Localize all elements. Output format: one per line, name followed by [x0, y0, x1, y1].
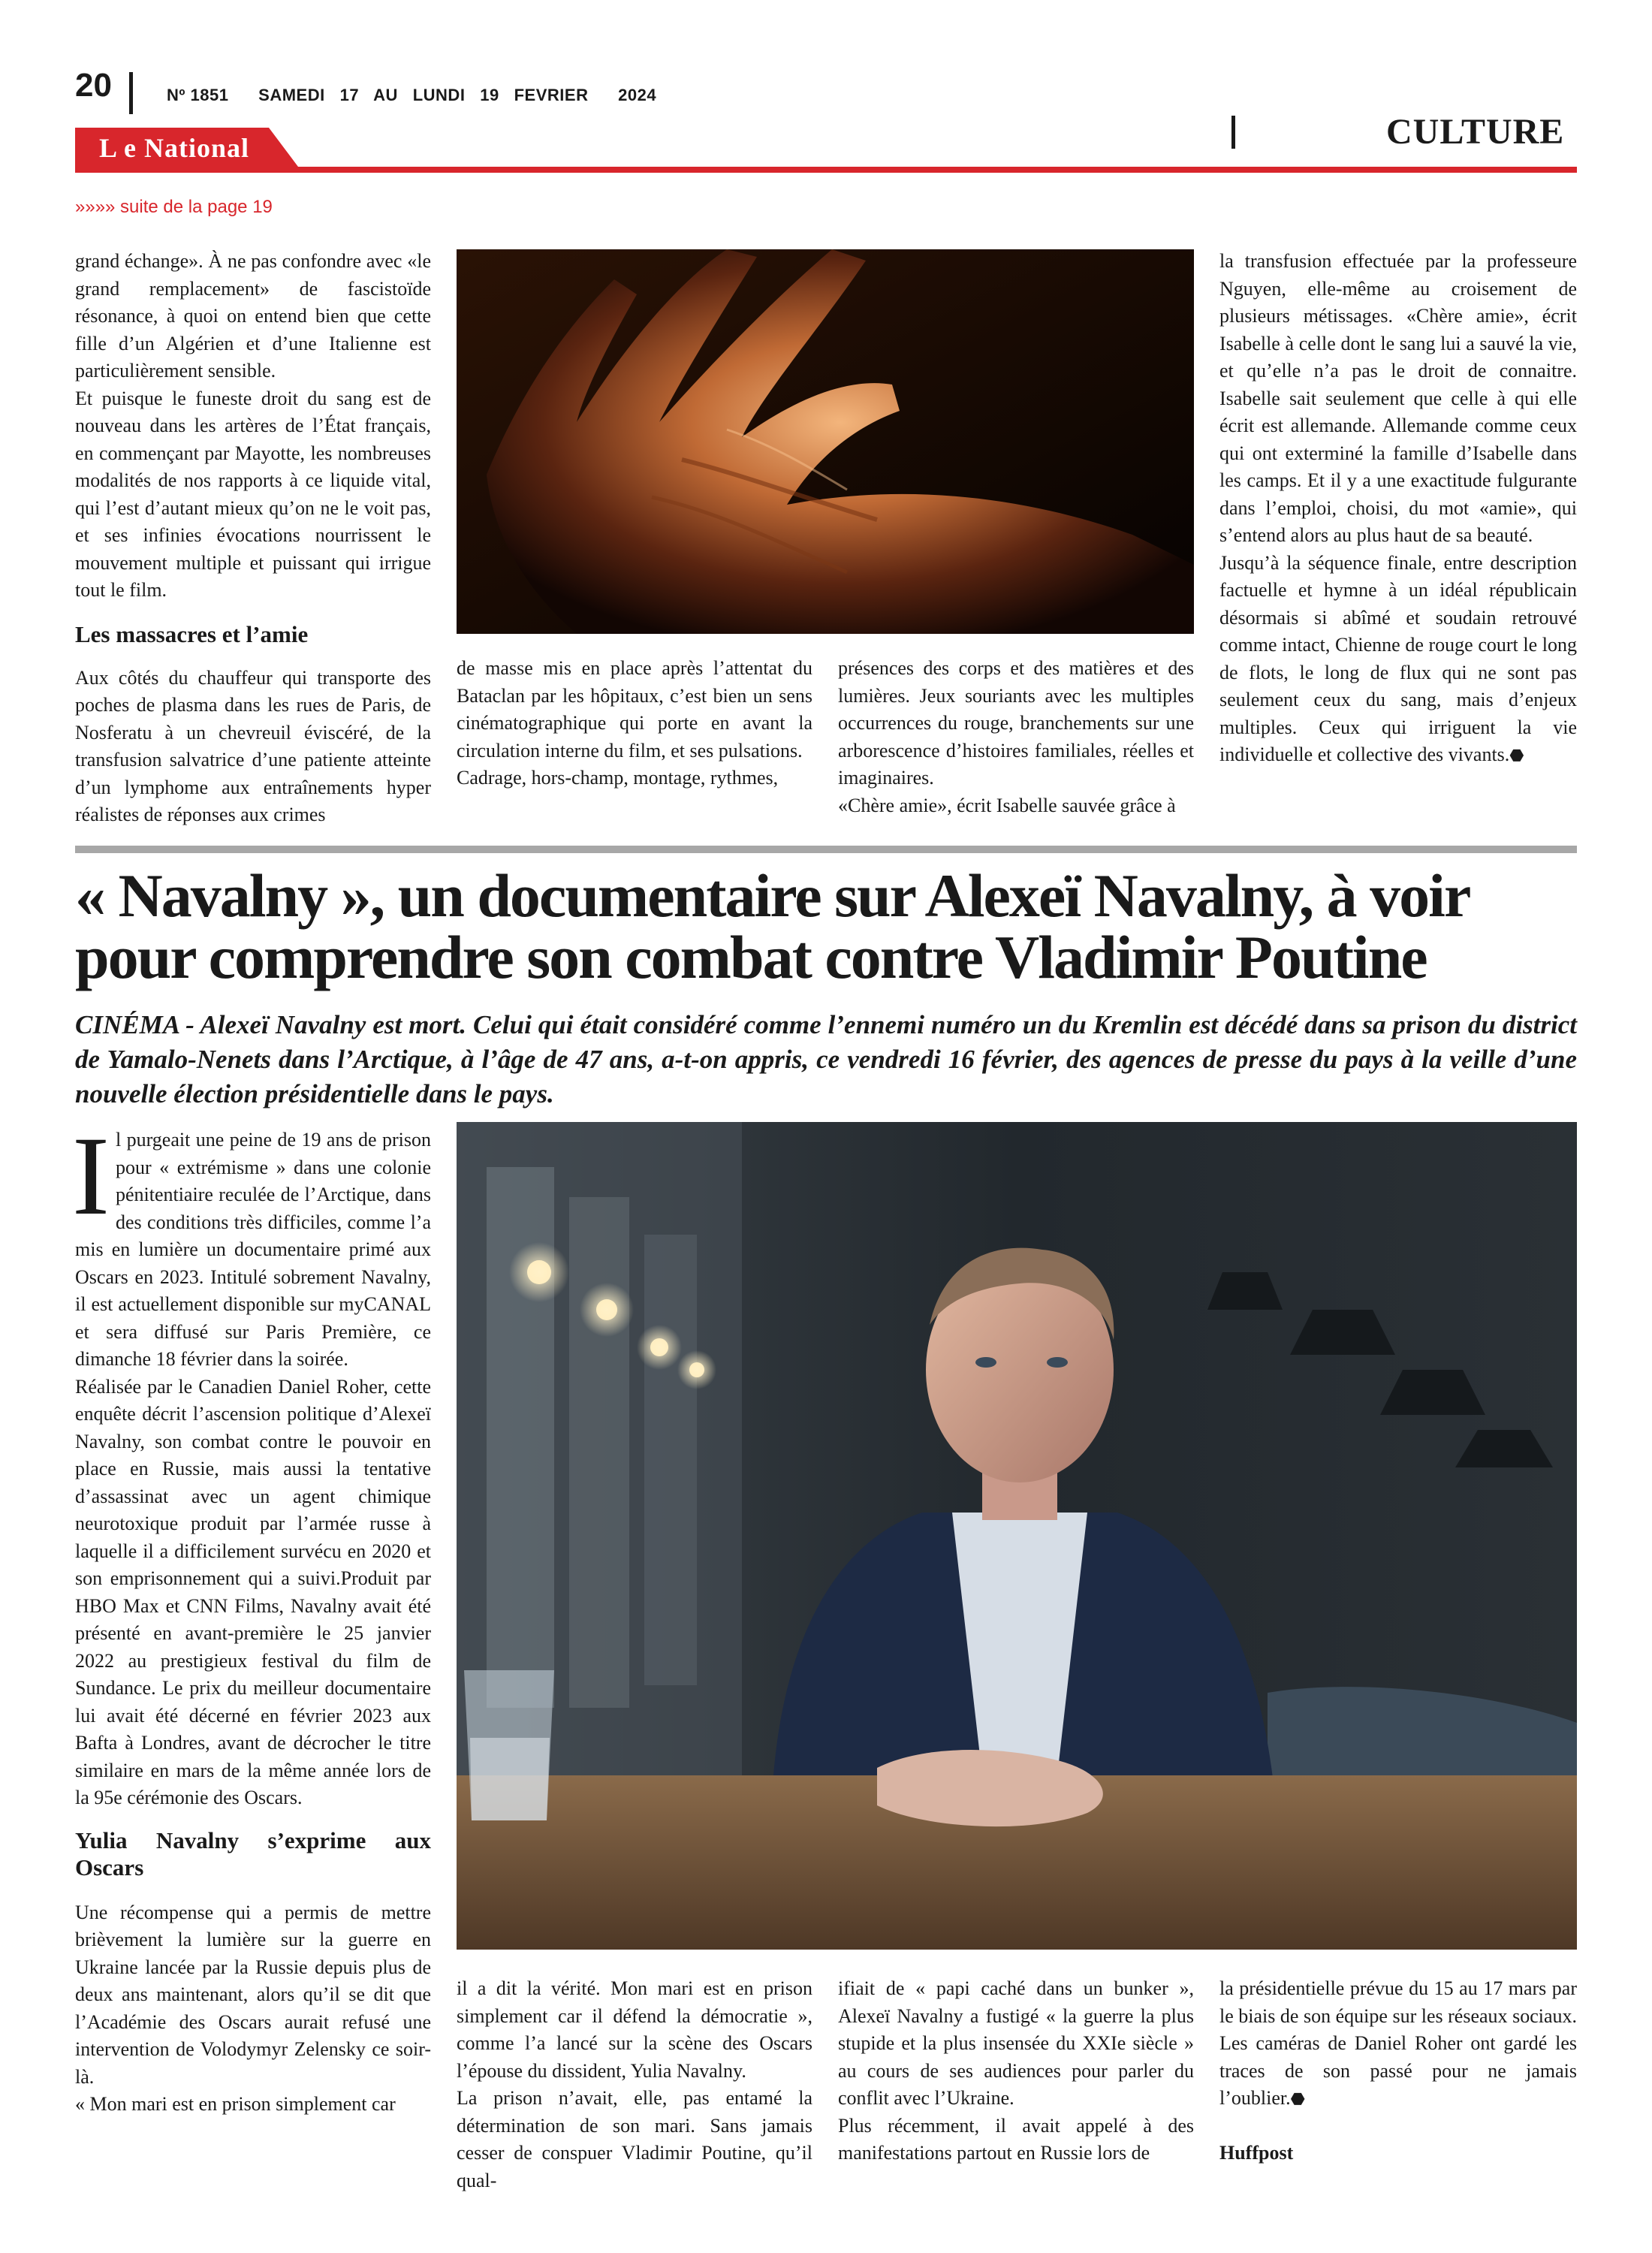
- headline-line-2: pour comprendre son combat contre Vladimir Poutine: [75, 923, 1427, 991]
- source-credit: Huffpost: [1219, 2141, 1294, 2164]
- drop-cap: I: [72, 1114, 110, 1238]
- end-mark-icon: ⬣: [1509, 746, 1524, 765]
- date-month: FEVRIER: [514, 86, 589, 104]
- continued-from: »»»» suite de la page 19: [75, 197, 273, 217]
- paragraph: Cadrage, hors-champ, montage, rythmes,: [457, 767, 779, 789]
- paragraph: Il purgeait une peine de 19 ans de prison pour « extrémisme » dans une colonie pénitentiaire reculée de l’Arctique, dans des conditions très difficiles, comme l’a mis en lumière un documentaire primé aux Oscars en 2023. Intitulé sobrement Navalny, il est actuellement disponible sur myCANAL et sera diffusé sur Paris Première, ce dimanche 18 février dans la soirée.: [72, 1114, 431, 1370]
- paragraph: la présidentielle prévue du 15 au 17 mars par le biais de son équipe sur les réseaux sociaux. Les caméras de Daniel Roher ont gardé les traces de son passé pour ne jamais l’oublier.⬣: [1219, 1977, 1577, 2109]
- brand-name: L e National: [99, 133, 250, 163]
- hand-illustration: [457, 249, 1194, 634]
- page-number-divider: [129, 72, 133, 114]
- paragraph: grand échange». À ne pas confondre avec «le grand remplacement» de fascistoïde résonance, à quoi on entend bien que cette fille d’un Algérien et d’une Italienne est particulièrement sensible.: [75, 250, 431, 382]
- section-title: CULTURE: [1386, 112, 1565, 152]
- article-separator: [75, 846, 1577, 853]
- paragraph: La prison n’avait, elle, pas entamé la détermination de son mari. Sans jamais cesser de conspuer Vladimir Poutine, qu’il qual-: [457, 2087, 812, 2191]
- date-start: 17: [339, 86, 360, 104]
- paragraph: ifiait de « papi caché dans un bunker », Alexeï Navalny a fustigé « la guerre la plus stupide et la plus insensée du XXIe siècle » au cours de ses audiences pour parler du conflit avec l’Ukraine.: [838, 1977, 1194, 2109]
- main-col-4: [1219, 1975, 1577, 2167]
- date-au: AU: [373, 86, 398, 104]
- main-col-3: [838, 1975, 1194, 2167]
- dateline: [167, 86, 656, 105]
- top-col-4: [1219, 248, 1577, 771]
- navalny-illustration: [457, 1122, 1577, 1950]
- paragraph: Une récompense qui a permis de mettre brièvement la lumière sur la guerre en Ukraine lancée par la Russie depuis plus de deux ans maintenant, alors qu’il se dit que l’Académie des Oscars aurait refusé une intervention de Volodymyr Zelensky ce soir-là.: [75, 1901, 431, 2088]
- paragraph: « Mon mari est en prison simplement car: [75, 2093, 396, 2115]
- top-col-3: [838, 655, 1194, 819]
- date-day: SAMEDI: [258, 86, 325, 104]
- issue-number: Nº 1851: [167, 86, 229, 104]
- date-year: 2024: [618, 86, 657, 104]
- section-divider: [1231, 116, 1235, 149]
- paragraph: Aux côtés du chauffeur qui transporte des poches de plasma dans les rues de Paris, de Nosferatu à un chevreuil éviscéré, de la transfusion salvatrice d’une patiente atteinte d’un lymphome aux entraînements hyper réalistes de réponses aux crimes: [75, 666, 431, 825]
- main-col-2: [457, 1975, 812, 2194]
- top-col-1: [75, 248, 431, 829]
- header-rule: [75, 167, 1577, 173]
- date-end-day: LUNDI: [412, 86, 466, 104]
- paragraph: Jusqu’à la séquence finale, entre description factuelle et hymne à un idéal républicain désormais si abîmé et soudain retrouvé comme intact, Chienne de rouge court le long de flots, le long de flux qui ne sont pas seulement ceux du sang, mais d’enjeux multiples. Ceux qui irriguent la vie individuelle et collective des vivants.⬣: [1219, 551, 1577, 765]
- paragraph: présences des corps et des matières et des lumières. Jeux souriants avec les multiples occurrences du rouge, branchements sur une arborescence d’histoires familiales, réelles et imaginaires.: [838, 657, 1194, 789]
- paragraph: Réalisée par le Canadien Daniel Roher, cette enquête décrit l’ascension politique d’Alexeï Navalny, son combat contre le pouvoir en place en Russie, mais aussi la tentative d’assassinat avec un agent chimique neurotoxique produit par l’armée russe à laquelle il a difficilement survécu en 2020 et son emprisonnement qui a suivi.Produit par HBO Max et CNN Films, Navalny avait été présenté en avant-première le 25 janvier 2022 au prestigieux festival du film de Sundance. Le prix du meilleur documentaire lui avait été décerné en février 2023 aux Bafta à Londres, avant de décrocher le titre similaire en mars de la même année lors de la 95e cérémonie des Oscars.: [75, 1375, 431, 1808]
- subheading: Les massacres et l’amie: [75, 620, 309, 647]
- paragraph: «Chère amie», écrit Isabelle sauvée grâce à: [838, 794, 1176, 816]
- paragraph: la transfusion effectuée par la professeure Nguyen, elle-même au croisement de plusieurs métissages. «Chère amie», écrit Isabelle à celle dont le sang lui a sauvé la vie, et qu’elle n’a pas le droit de connaitre. Isabelle sait seulement que celle à qui elle écrit est allemande. Allemande comme ceux qui ont exterminé la famille d’Isabelle dans les camps. Et il y a une exactitude fulgurante dans l’emploi, choisi, du mot «amie», qui s’entend alors au plus haut de sa beauté.: [1219, 250, 1577, 546]
- main-col-1: [72, 1114, 431, 2119]
- hand-photo: [457, 249, 1194, 634]
- paragraph: Plus récemment, il avait appelé à des manifestations partout en Russie lors de: [838, 2114, 1194, 2164]
- end-mark-icon: ⬣: [1290, 2090, 1305, 2109]
- top-col-2: [457, 655, 812, 792]
- navalny-photo: [457, 1122, 1577, 1950]
- paragraph: Et puisque le funeste droit du sang est de nouveau dans les artères de l’État français, en commençant par Mayotte, les nombreuses modalités de nos rapports à ce liquide vital, qui l’est d’autant mieux qu’on ne le voit pas, et ses infinies évocations nourrissent le mouvement multiple et puissant qui irrigue tout le film.: [75, 387, 431, 601]
- date-end: 19: [480, 86, 499, 104]
- paragraph: il a dit la vérité. Mon mari est en prison simplement car il défend la démocratie », comme l’a lancé sur la scène des Oscars l’épouse du dissident, Yulia Navalny.: [457, 1977, 812, 2082]
- subheading: Yulia Navalny s’exprime aux Oscars: [75, 1826, 431, 1881]
- lede: CINÉMA - Alexeï Navalny est mort. Celui qui était considéré comme l’ennemi numéro un du Kremlin est décédé dans sa prison du district de Yamalo-Nenets dans l’Arctique, à l’âge de 47 ans, a-t-on appris, ce vendredi 16 février, des agences de presse du pays à la veille d’une nouvelle élection présidentielle dans le pays.: [75, 1010, 1577, 1108]
- page-number: 20: [75, 67, 112, 104]
- headline-line-1: « Navalny », un documentaire sur Alexeï Navalny, à voir: [75, 861, 1470, 930]
- paragraph: de masse mis en place après l’attentat du Bataclan par les hôpitaux, c’est bien un sens cinématographique qui porte en avant la circulation interne du film, et ses pulsations.: [457, 657, 812, 762]
- headline: [75, 861, 1577, 991]
